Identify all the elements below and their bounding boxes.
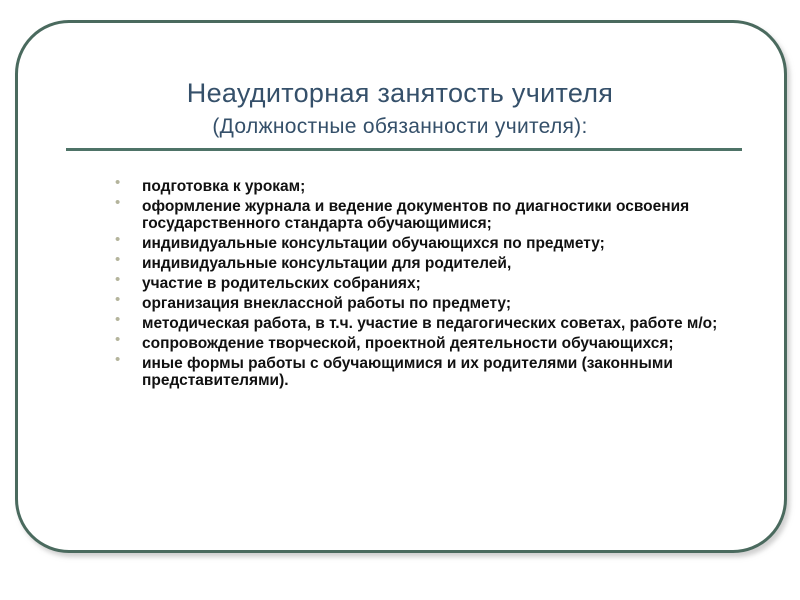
bullet-dot-icon: • <box>115 174 121 191</box>
list-item <box>115 291 755 312</box>
bullet-dot-icon: • <box>115 311 121 328</box>
bullet-text: организация внеклассной работы по предмету; <box>142 295 512 312</box>
bullet-list <box>115 174 755 392</box>
bullet-text: методическая работа, в т.ч. участие в педагогических советах, работе м/о; <box>142 315 718 332</box>
bullet-dot-icon: • <box>115 271 121 288</box>
title-block <box>0 76 800 141</box>
title-divider <box>66 148 742 151</box>
list-item <box>115 194 755 232</box>
bullet-text: индивидуальные консультации обучающихся по предмету; <box>142 235 605 252</box>
list-item <box>115 331 755 352</box>
list-item <box>115 174 755 195</box>
list-item <box>115 351 755 389</box>
bullet-text: иные формы работы с обучающимися и их родителями (законными представителями). <box>142 355 673 389</box>
bullet-text: индивидуальные консультации для родителей, <box>142 255 512 272</box>
list-item <box>115 231 755 252</box>
slide-title: Неаудиторная занятость учителя <box>186 78 614 108</box>
bullet-dot-icon: • <box>115 194 121 211</box>
bullet-dot-icon: • <box>115 251 121 268</box>
bullet-text: оформление журнала и ведение документов по диагностики освоения государственного стандарта обучающимися; <box>142 198 690 232</box>
bullet-text: сопровождение творческой, проектной деятельности обучающихся; <box>142 335 674 352</box>
slide-subtitle: (Должностные обязанности учителя): <box>212 115 588 138</box>
bullet-dot-icon: • <box>115 351 121 368</box>
bullet-text: участие в родительских собраниях; <box>142 275 421 292</box>
bullet-text: подготовка к урокам; <box>142 178 306 195</box>
list-item <box>115 311 755 332</box>
list-item <box>115 251 755 272</box>
bullet-dot-icon: • <box>115 231 121 248</box>
bullet-dot-icon: • <box>115 331 121 348</box>
bullet-dot-icon: • <box>115 291 121 308</box>
list-item <box>115 271 755 292</box>
